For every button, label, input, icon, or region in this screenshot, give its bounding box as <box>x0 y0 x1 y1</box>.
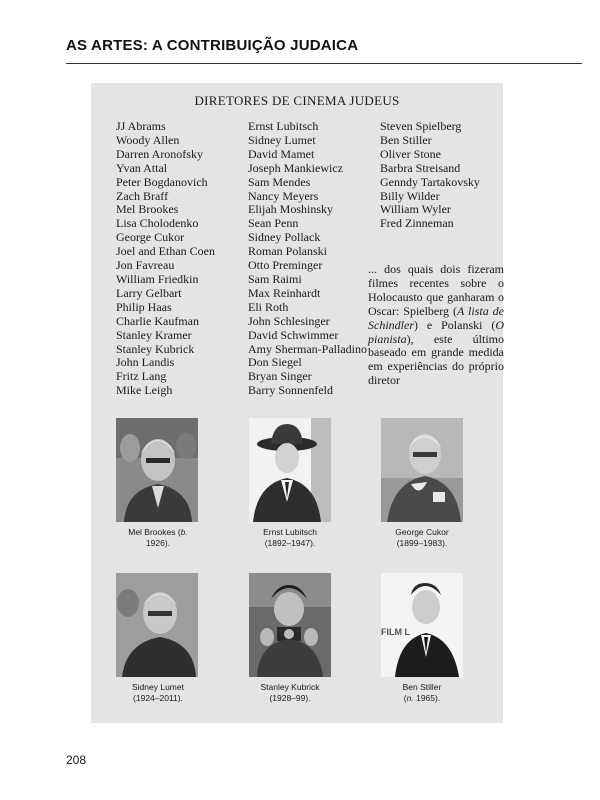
running-header: AS ARTES: A CONTRIBUIÇÃO JUDAICA <box>66 37 359 54</box>
director-name: Sam Mendes <box>248 174 311 189</box>
director-name: JJ Abrams <box>116 119 166 133</box>
director-name: Ben Stiller <box>380 132 432 147</box>
director-name: Sidney Lumet <box>248 132 316 147</box>
director-name: John Landis <box>116 355 175 370</box>
page-number: 208 <box>66 753 87 767</box>
box-note <box>368 263 504 388</box>
director-name: Otto Preminger <box>248 258 323 273</box>
caption-sidney-lumet <box>103 682 213 704</box>
caption-name: Ernst Lubitsch <box>263 527 317 537</box>
caption-ernst-lubitsch <box>235 527 345 549</box>
director-name: Darren Aronofsky <box>116 146 203 161</box>
caption-george-cukor <box>367 527 477 549</box>
directors-column-3 <box>380 120 480 231</box>
caption-dates: (1899–1983). <box>396 538 448 548</box>
director-name: Max Reinhardt <box>248 285 321 300</box>
caption-abbrev: b. <box>180 527 188 537</box>
director-name: Joel and Ethan Coen <box>116 244 215 259</box>
photo-mel-brookes <box>116 418 198 522</box>
director-name: Sam Raimi <box>248 271 302 286</box>
caption-dates: (1928–99). <box>269 693 311 703</box>
director-name: George Cukor <box>116 230 185 245</box>
director-name: Joseph Mankiewicz <box>248 160 343 175</box>
director-name: Roman Polanski <box>248 244 328 259</box>
caption-name: George Cukor <box>395 527 449 537</box>
director-name: Barbra Streisand <box>380 160 461 175</box>
director-name: Bryan Singer <box>248 369 312 384</box>
director-name: Steven Spielberg <box>380 119 462 133</box>
director-name: Oliver Stone <box>380 146 441 161</box>
caption-dates: 1926). <box>145 538 171 548</box>
director-name: Don Siegel <box>248 355 302 370</box>
director-name: Stanley Kramer <box>116 327 192 342</box>
director-name: Mike Leigh <box>116 383 173 398</box>
photo-sidney-lumet <box>116 573 198 677</box>
director-name: Elijah Moshinsky <box>248 202 334 217</box>
director-name: Philip Haas <box>116 299 172 314</box>
caption-abbrev: n. <box>406 693 414 703</box>
note-text-3: ), este último baseado em grande medida em experiências do próprio diretor <box>368 331 504 388</box>
director-name: Eli Roth <box>248 299 289 314</box>
director-name: William Wyler <box>380 202 451 217</box>
director-name: Charlie Kaufman <box>116 313 199 328</box>
director-name: Fritz Lang <box>116 369 167 384</box>
photo-ben-stiller <box>381 573 463 677</box>
directors-column-2 <box>248 120 367 398</box>
sidebar-box <box>91 83 503 723</box>
director-name: Billy Wilder <box>380 188 440 203</box>
caption-name: Mel Brookes ( <box>128 527 181 537</box>
caption-name: Stanley Kubrick <box>260 682 320 692</box>
director-name: Ernst Lubitsch <box>248 119 319 133</box>
director-name: David Schwimmer <box>248 327 339 342</box>
director-name: Stanley Kubrick <box>116 341 195 356</box>
caption-name: Sidney Lumet <box>132 682 184 692</box>
director-name: Jon Favreau <box>116 258 175 273</box>
director-name: Nancy Meyers <box>248 188 319 203</box>
director-name: Barry Sonnenfeld <box>248 383 333 398</box>
note-film-1: A lista de Schindler <box>368 303 504 332</box>
caption-dates: (1924–2011). <box>133 693 183 703</box>
caption-dates: 1965). <box>413 693 441 703</box>
caption-mel-brookes <box>103 527 213 549</box>
photo-background-sign: FILM L <box>381 627 410 637</box>
caption-dates: (1892–1947). <box>264 538 316 548</box>
director-name: Amy Sherman-Palladino <box>248 341 367 356</box>
director-name: Mel Brookes <box>116 202 179 217</box>
director-name: Genndy Tartakovsky <box>380 174 480 189</box>
note-text-1: ... dos quais dois fizeram filmes recentes sobre o Holocausto que ganharam o Oscar: Spielberg ( <box>368 262 504 318</box>
box-title: DIRETORES DE CINEMA JUDEUS <box>194 93 400 108</box>
director-name: Lisa Cholodenko <box>116 216 199 231</box>
caption-name: Ben Stiller <box>402 682 442 692</box>
caption-ben-stiller <box>367 682 477 704</box>
caption-dates-open: ( <box>403 693 407 703</box>
note-text-2: ) e Polanski ( <box>414 317 496 332</box>
directors-column-1 <box>116 120 215 398</box>
director-name: Woody Allen <box>116 132 180 147</box>
photo-ernst-lubitsch <box>249 418 331 522</box>
director-name: Sean Penn <box>248 216 299 231</box>
photo-george-cukor <box>381 418 463 522</box>
director-name: David Mamet <box>248 146 315 161</box>
director-name: Peter Bogdanovich <box>116 174 208 189</box>
director-name: Sidney Pollack <box>248 230 321 245</box>
director-name: Yvan Attal <box>116 160 168 175</box>
director-name: Fred Zinneman <box>380 216 454 231</box>
director-name: John Schlesinger <box>248 313 330 328</box>
header-rule <box>66 63 582 64</box>
director-name: William Friedkin <box>116 271 199 286</box>
director-name: Zach Braff <box>116 188 169 203</box>
photo-stanley-kubrick <box>249 573 331 677</box>
director-name: Larry Gelbart <box>116 285 182 300</box>
note-film-2: O pianista <box>368 317 504 346</box>
caption-stanley-kubrick <box>235 682 345 704</box>
